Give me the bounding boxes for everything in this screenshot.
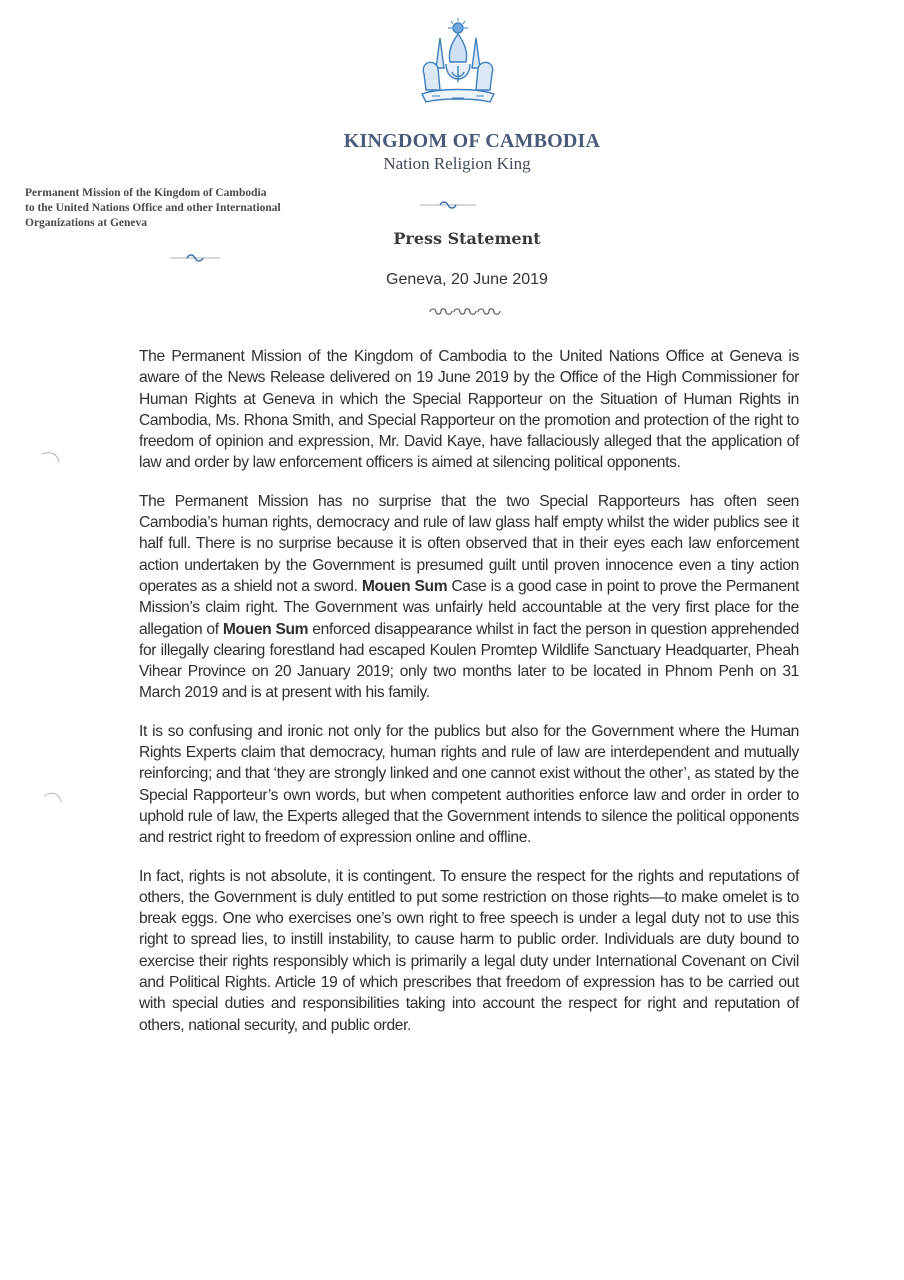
- mission-line: to the United Nations Office and other International: [25, 202, 281, 214]
- paragraph-2: [139, 491, 799, 704]
- paragraph-1: [139, 346, 799, 474]
- mission-line: Organizations at Geneva: [25, 217, 148, 229]
- document-title: Press Statement: [393, 229, 541, 248]
- mission-address: [25, 186, 335, 231]
- paragraph-text: enforced disappearance whilst in fact the person in question apprehended for illegally clearing forestland had escaped Koulen Promtep Wildlife Sanctuary Headquarter, Pheah Vihear Province on 20 January 2019; only two months later to be located in Phnom Penh on 31 March 2019 and is at present with his family.: [139, 620, 800, 702]
- statement-body: [139, 346, 799, 1053]
- national-motto: Nation Religion King: [383, 154, 531, 173]
- punch-hole-mark: [40, 450, 62, 464]
- bold-name: Mouen Sum: [361, 577, 448, 595]
- punch-hole-mark: [42, 790, 64, 804]
- royal-arms-emblem-icon: [418, 18, 498, 113]
- paragraph-3: [139, 721, 799, 849]
- paragraph-text: It is so confusing and ironic not only for the publics but also for the Government where the Human Rights Experts claim that democracy, human rights and rule of law are interdependent and mutually reinforcing; and that ‘they are strongly linked and one cannot exist without the other’, as stated by the Special Rapporteur’s own words, but when competent authorities enforce law and order in order to uphold rule of law, the Experts alleged that the Government intends to silence the political opponents and restrict right to freedom of expression online and offline.: [139, 722, 799, 847]
- bold-name: Mouen Sum: [222, 620, 309, 638]
- country-heading: KINGDOM OF CAMBODIA: [343, 130, 601, 152]
- divider-ornament-icon: [420, 201, 476, 209]
- dateline: Geneva, 20 June 2019: [386, 271, 548, 288]
- flourish-ornament-icon: [428, 306, 504, 316]
- paragraph-text: The Permanent Mission has no surprise that the two Special Rapporteurs has often seen Cambodia’s human rights, democracy and rule of law glass half empty whilst the wider publics see it half full. There is no surprise because it is often observed that in their eyes each law enforcement action undertaken by the Government is presumed guilt until proven innocence even a tiny action operates as a shield not a sword.: [139, 492, 799, 595]
- paragraph-text: Case is a good case in point to prove the Permanent Mission’s claim right. The Government was unfairly held accountable at the very first place for the allegation of: [139, 577, 799, 638]
- divider-ornament-icon: [170, 254, 220, 262]
- paragraph-4: [139, 866, 799, 1036]
- paragraph-text: In fact, rights is not absolute, it is contingent. To ensure the respect for the rights and reputations of others, the Government is duly entitled to put some restriction on those rights—to make omelet is to break eggs. One who exercises one’s own right to free speech is under a legal duty not to use this right to spread lies, to instill instability, to cause harm to public order. Individuals are duty bound to exercise their rights responsibly which is primarily a legal duty under International Covenant on Civil and Political Rights. Article 19 of which prescribes that freedom of expression has to be carried out with special duties and responsibilities taking into account the respect for right and reputation of others, national security, and public order.: [139, 867, 799, 1034]
- paragraph-text: The Permanent Mission of the Kingdom of Cambodia to the United Nations Office at Geneva is aware of the News Release delivered on 19 June 2019 by the Office of the High Commissioner for Human Rights at Geneva in which the Special Rapporteur on the Situation of Human Rights in Cambodia, Ms. Rhona Smith, and Special Rapporteur on the promotion and protection of the right to freedom of opinion and expression, Mr. David Kaye, have fallaciously alleged that the application of law and order by law enforcement officers is aimed at silencing political opponents.: [139, 348, 799, 472]
- mission-line: Permanent Mission of the Kingdom of Cambodia: [25, 187, 267, 199]
